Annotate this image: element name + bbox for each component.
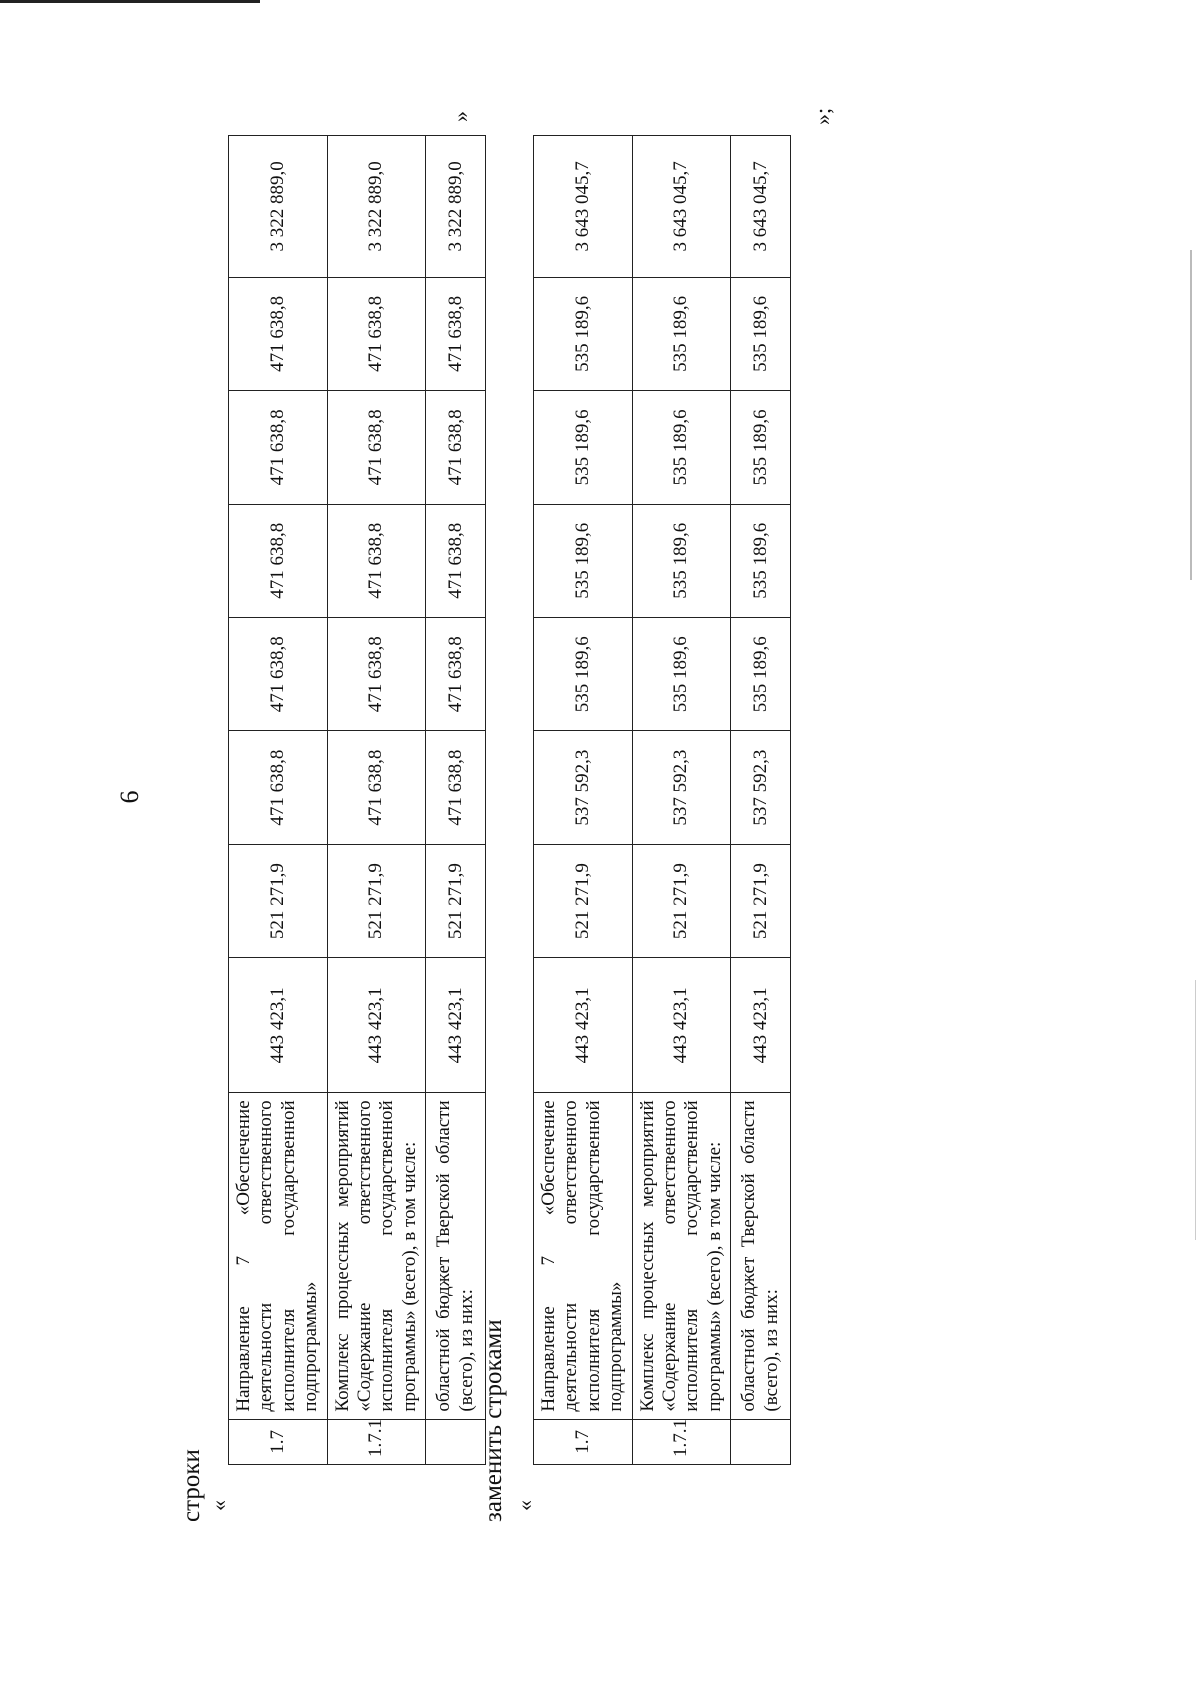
value-cell: 471 638,8	[229, 617, 328, 730]
before-label: строки	[178, 1449, 205, 1522]
value-cell: 535 189,6	[534, 617, 633, 730]
value-cell: 471 638,8	[327, 391, 426, 504]
value-cell: 535 189,6	[632, 391, 731, 504]
value-cell: 535 189,6	[731, 391, 791, 504]
value-cell: 471 638,8	[327, 731, 426, 844]
after-table	[533, 135, 791, 1465]
value-cell: 535 189,6	[632, 504, 731, 617]
total-cell: 3 643 045,7	[632, 136, 731, 278]
before-open-quote: «	[206, 1500, 231, 1511]
value-cell: 535 189,6	[534, 504, 633, 617]
table-row	[731, 136, 791, 1465]
total-cell: 3 322 889,0	[426, 136, 486, 278]
table-row	[327, 136, 426, 1465]
value-cell: 521 271,9	[534, 844, 633, 957]
table-row	[632, 136, 731, 1465]
row-description: областной бюджет Тверской области (всего), из них:	[731, 1093, 791, 1419]
value-cell: 471 638,8	[229, 391, 328, 504]
value-cell: 537 592,3	[731, 731, 791, 844]
value-cell: 535 189,6	[632, 277, 731, 390]
row-code: 1.7.1	[632, 1419, 731, 1464]
value-cell: 537 592,3	[632, 731, 731, 844]
row-description: областной бюджет Тверской области (всего), из них:	[426, 1093, 486, 1419]
table-row	[229, 136, 328, 1465]
value-cell: 443 423,1	[534, 958, 633, 1093]
row-code: 1.7	[534, 1419, 633, 1464]
total-cell: 3 643 045,7	[731, 136, 791, 278]
value-cell: 443 423,1	[426, 958, 486, 1093]
value-cell: 521 271,9	[327, 844, 426, 957]
value-cell: 471 638,8	[229, 504, 328, 617]
row-code	[426, 1419, 486, 1464]
total-cell: 3 322 889,0	[327, 136, 426, 278]
value-cell: 537 592,3	[534, 731, 633, 844]
value-cell: 471 638,8	[327, 617, 426, 730]
table-row	[426, 136, 486, 1465]
row-code	[731, 1419, 791, 1464]
value-cell: 535 189,6	[534, 391, 633, 504]
value-cell: 471 638,8	[327, 277, 426, 390]
after-label: заменить строками	[480, 1319, 507, 1522]
value-cell: 443 423,1	[229, 958, 328, 1093]
value-cell: 471 638,8	[426, 504, 486, 617]
value-cell: 471 638,8	[229, 731, 328, 844]
row-description: Направление 7 «Обеспечение деятельности ответственного исполнителя государственной подпрограммы»	[229, 1093, 328, 1419]
table-row	[534, 136, 633, 1465]
row-description: Комплекс процессных мероприятий «Содержание ответственного исполнителя государственной программы» (всего), в том числе:	[632, 1093, 731, 1419]
value-cell: 443 423,1	[632, 958, 731, 1093]
value-cell: 471 638,8	[426, 731, 486, 844]
value-cell: 471 638,8	[426, 617, 486, 730]
value-cell: 443 423,1	[327, 958, 426, 1093]
row-description: Направление 7 «Обеспечение деятельности ответственного исполнителя государственной подпрограммы»	[534, 1093, 633, 1419]
value-cell: 535 189,6	[731, 504, 791, 617]
page-number: 6	[115, 790, 144, 804]
value-cell: 521 271,9	[731, 844, 791, 957]
row-description: Комплекс процессных мероприятий «Содержание ответственного исполнителя государственной программы» (всего), в том числе:	[327, 1093, 426, 1419]
value-cell: 535 189,6	[632, 617, 731, 730]
total-cell: 3 643 045,7	[534, 136, 633, 278]
row-code: 1.7	[229, 1419, 328, 1464]
value-cell: 471 638,8	[327, 504, 426, 617]
after-open-quote: «	[512, 1500, 537, 1511]
value-cell: 471 638,8	[426, 277, 486, 390]
after-close-quote: »;	[810, 107, 835, 125]
total-cell: 3 322 889,0	[229, 136, 328, 278]
before-table	[228, 135, 486, 1465]
value-cell: 471 638,8	[426, 391, 486, 504]
value-cell: 521 271,9	[632, 844, 731, 957]
before-close-quote: »	[448, 111, 473, 122]
value-cell: 535 189,6	[731, 277, 791, 390]
value-cell: 535 189,6	[534, 277, 633, 390]
value-cell: 443 423,1	[731, 958, 791, 1093]
value-cell: 535 189,6	[731, 617, 791, 730]
row-code: 1.7.1	[327, 1419, 426, 1464]
value-cell: 521 271,9	[229, 844, 328, 957]
value-cell: 521 271,9	[426, 844, 486, 957]
value-cell: 471 638,8	[229, 277, 328, 390]
